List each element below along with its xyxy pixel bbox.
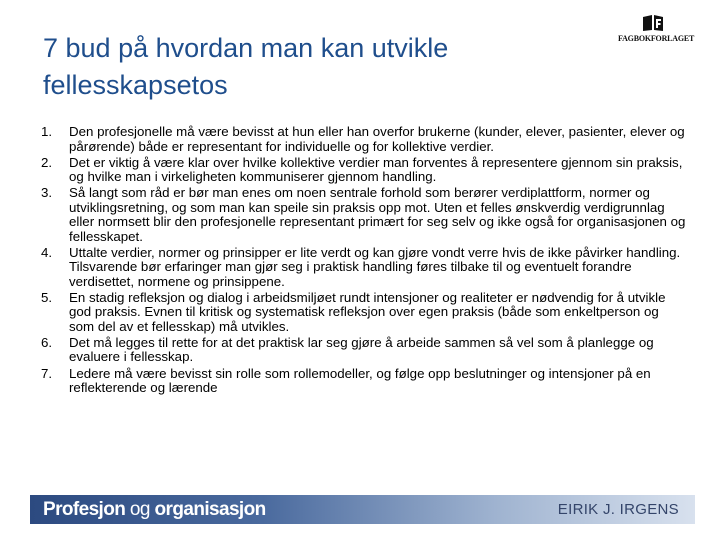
footer-title-part1: Profesjon: [43, 499, 126, 520]
list-item-text: En stadig refleksjon og dialog i arbeidsmiljøet rundt intensjoner og realiteter er nødvendig for å utvikle god praksis. Evnen til kritisk og systematisk refleksjon over egen praksis (både som enkeltperson og som del av et fellesskap) må utvikles.: [69, 289, 666, 334]
footer-title-part3: organisasjon: [154, 499, 266, 520]
list-item-number: 5.: [41, 289, 53, 305]
list-item-number: 4.: [41, 244, 53, 260]
list-item: [37, 156, 687, 185]
list-item: [37, 291, 687, 335]
footer-author: EIRIK J. IRGENS: [557, 501, 679, 518]
slide-title: 7 bud på hvordan man kan utvikle fellesskapsetos: [43, 33, 449, 100]
list-item: [37, 125, 687, 154]
list-item-number: 6.: [41, 334, 53, 350]
list-item-number: 2.: [41, 154, 53, 170]
list-item-number: 7.: [41, 365, 53, 381]
list-item: [37, 186, 687, 244]
list-item: [37, 367, 687, 396]
footer-course-title: [43, 499, 266, 521]
list-item-number: 3.: [41, 185, 53, 201]
list-item-text: Uttalte verdier, normer og prinsipper er lite verdt og kan gjøre vondt verre hvis de ikke påvirker handling. Tilsvarende bør erfaringer man gjør seg i praktisk handling føres tilbake til og eventuelt forandre verdisettet, normene og prinsippene.: [69, 244, 681, 289]
list-item-text: Det må legges til rette for at det praktisk lar seg gjøre å arbeide sammen så vel som å planlegge og evaluere i fellesskap.: [69, 334, 654, 365]
list-item-text: Ledere må være bevisst sin rolle som rollemodeller, og følge opp beslutninger og intensjoner på en reflekterende og lærende: [69, 365, 651, 396]
list-item-text: Så langt som råd er bør man enes om noen sentrale forhold som berører verdiplattform, normer og utviklingsretning, og som man kan speile sin praksis opp mot. Uten et felles ønskverdig verdigrunnlag eller normsett blir den profesjonelle representant primært for seg selv og ikke også for organisasjonen og fellesskapet.: [69, 185, 686, 244]
principles-list: [37, 125, 687, 397]
list-item-text: Den profesjonelle må være bevisst at hun eller han overfor brukerne (kunder, elever, pasienter, elever og pårørende) både er representant for individuelle og for kollektive verdier.: [69, 124, 685, 154]
list-item: [37, 336, 687, 365]
publisher-logo-text: FAGBOKFORLAGET: [618, 34, 695, 43]
book-logo-icon: [642, 14, 664, 32]
footer-banner: [30, 495, 695, 524]
list-item: [37, 246, 687, 290]
publisher-logo: [618, 14, 695, 50]
footer-title-part2: og: [129, 499, 150, 520]
list-item-text: Det er viktig å være klar over hvilke kollektive verdier man forventes å representere gjennom sin praksis, og hvilke man i virkeligheten kommuniserer gjennom handling.: [69, 154, 683, 185]
list-item-number: 1.: [41, 124, 53, 139]
